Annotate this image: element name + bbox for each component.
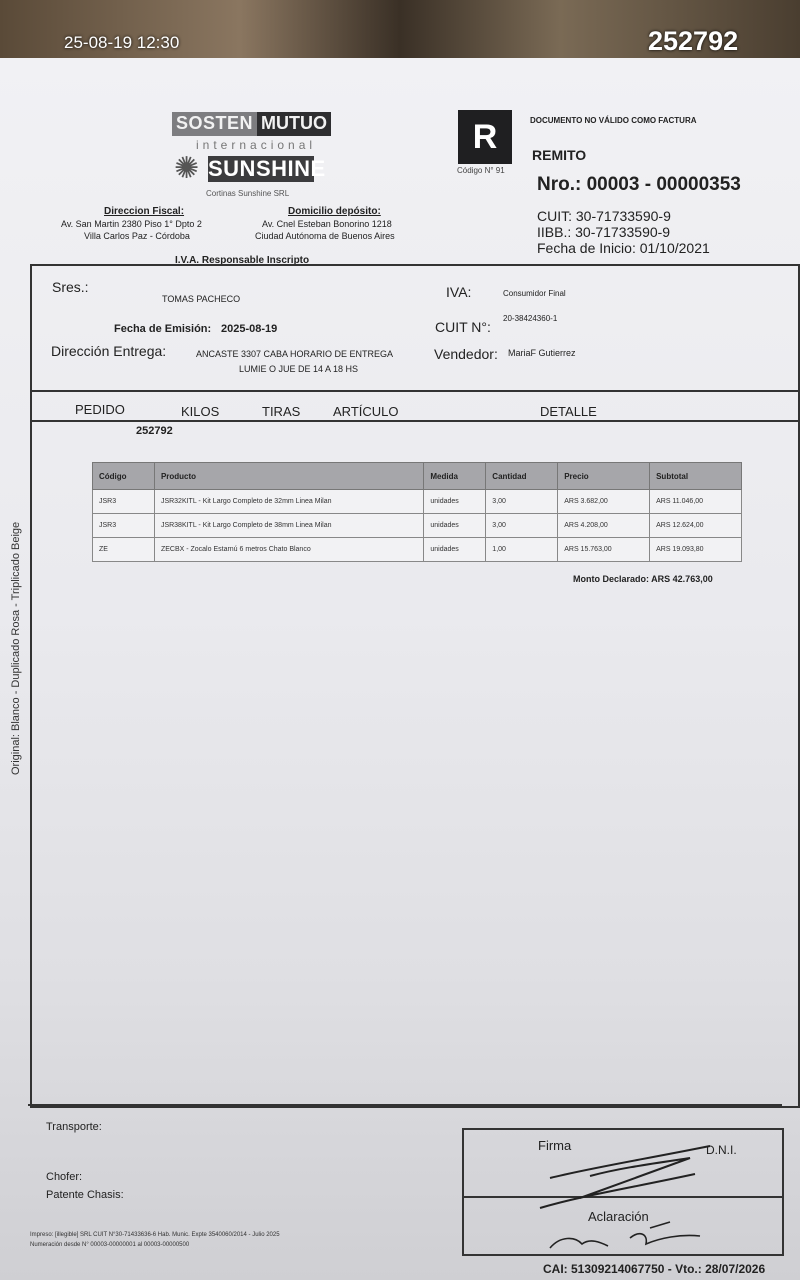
cell-subtotal: ARS 12.624,00 bbox=[650, 514, 742, 538]
cell-producto: JSR38KITL - Kit Largo Completo de 38mm Linea Milan bbox=[154, 514, 423, 538]
cell-medida: unidades bbox=[424, 538, 486, 562]
cell-codigo: JSR3 bbox=[93, 514, 155, 538]
fiscal-line2: Villa Carlos Paz - Córdoba bbox=[84, 231, 190, 241]
not-invoice-notice: DOCUMENTO NO VÁLIDO COMO FACTURA bbox=[530, 116, 697, 125]
cell-precio: ARS 3.682,00 bbox=[558, 490, 650, 514]
emision-label: Fecha de Emisión: bbox=[114, 323, 212, 335]
photo-datetime: 25-08-19 12:30 bbox=[64, 33, 180, 52]
col-kilos: KILOS bbox=[181, 404, 220, 419]
handwritten-signature bbox=[520, 1138, 740, 1258]
th-medida: Medida bbox=[424, 463, 486, 490]
emision-value: 2025-08-19 bbox=[221, 323, 278, 335]
deposit-line2: Ciudad Autónoma de Buenos Aires bbox=[255, 231, 395, 241]
col-detalle: DETALLE bbox=[540, 404, 597, 419]
deposit-title: Domicilio depósito: bbox=[288, 206, 381, 217]
cai-line: CAI: 51309214067750 - Vto.: 28/07/2026 bbox=[543, 1262, 766, 1276]
sres-label: Sres.: bbox=[52, 279, 89, 295]
monto-declarado: Monto Declarado: ARS 42.763,00 bbox=[573, 574, 713, 584]
cuit-label: CUIT N°: bbox=[435, 319, 491, 335]
cell-cantidad: 1,00 bbox=[486, 538, 558, 562]
cell-codigo: ZE bbox=[93, 538, 155, 562]
items-table bbox=[92, 462, 742, 562]
th-codigo: Código bbox=[93, 463, 155, 490]
col-articulo: ARTÍCULO bbox=[333, 404, 399, 419]
side-copy-legend: Original: Blanco - Duplicado Rosa - Triplicado Beige bbox=[10, 521, 22, 775]
company-name: Cortinas Sunshine SRL bbox=[206, 189, 290, 198]
table-row bbox=[93, 490, 742, 514]
client-divider bbox=[30, 390, 798, 392]
codigo-label: Código N° 91 bbox=[457, 166, 505, 175]
cell-medida: unidades bbox=[424, 490, 486, 514]
doc-type: REMITO bbox=[532, 147, 587, 163]
aclaracion-label: Aclaración bbox=[588, 1209, 649, 1224]
firma-label: Firma bbox=[538, 1138, 572, 1153]
columns-divider bbox=[30, 420, 798, 422]
cell-codigo: JSR3 bbox=[93, 490, 155, 514]
deposit-line1: Av. Cnel Esteban Bonorino 1218 bbox=[262, 219, 392, 229]
photo-id: 252792 bbox=[648, 26, 739, 56]
iva-label: IVA: bbox=[446, 284, 472, 300]
client-name: TOMAS PACHECO bbox=[162, 294, 241, 304]
fiscal-line1: Av. San Martin 2380 Piso 1° Dpto 2 bbox=[61, 219, 202, 229]
table-row bbox=[93, 538, 742, 562]
chofer-label: Chofer: bbox=[46, 1171, 83, 1183]
transporte-label: Transporte: bbox=[46, 1121, 102, 1133]
printer-line1: Impreso: [illegible] SRL CUIT N°30-71433636-6 Hab. Munic. Expte 3540060/2014 - Julio 2025 bbox=[30, 1232, 280, 1238]
cuit-value: 20-38424360-1 bbox=[503, 314, 558, 323]
printer-line2: Numeración desde N° 00003-00000001 al 00003-00000500 bbox=[30, 1242, 190, 1248]
col-pedido: PEDIDO bbox=[75, 402, 125, 417]
cell-precio: ARS 4.208,00 bbox=[558, 514, 650, 538]
iva-value: Consumidor Final bbox=[503, 289, 566, 298]
logo-internacional: internacional bbox=[196, 138, 317, 152]
address-line2: LUMIE O JUE DE 14 A 18 HS bbox=[239, 364, 359, 374]
cell-precio: ARS 15.763,00 bbox=[558, 538, 650, 562]
cell-cantidad: 3,00 bbox=[486, 490, 558, 514]
th-subtotal: Subtotal bbox=[650, 463, 742, 490]
doc-number: Nro.: 00003 - 00000353 bbox=[537, 174, 741, 195]
sunshine-logo: SUNSHINE bbox=[208, 156, 326, 181]
address-label: Dirección Entrega: bbox=[51, 343, 167, 359]
header-cuit: CUIT: 30-71733590-9 bbox=[537, 208, 671, 224]
pedido-value: 252792 bbox=[136, 425, 173, 437]
fiscal-title: Direccion Fiscal: bbox=[104, 206, 185, 217]
vendor-label: Vendedor: bbox=[434, 346, 498, 362]
cell-medida: unidades bbox=[424, 514, 486, 538]
col-tiras: TIRAS bbox=[262, 404, 301, 419]
cell-subtotal: ARS 19.093,80 bbox=[650, 538, 742, 562]
sosten-mutuo-logo: SOSTEN MUTUO bbox=[172, 112, 331, 136]
header-iibb: IIBB.: 30-71733590-9 bbox=[537, 224, 671, 240]
sun-icon: ✺ bbox=[174, 152, 200, 185]
vendor-value: MariaF Gutierrez bbox=[508, 348, 576, 358]
th-precio: Precio bbox=[558, 463, 650, 490]
dni-label: D.N.I. bbox=[706, 1143, 737, 1157]
table-header-row bbox=[93, 463, 742, 490]
cell-subtotal: ARS 11.046,00 bbox=[650, 490, 742, 514]
letter-box: R bbox=[458, 110, 512, 164]
cell-producto: JSR32KITL - Kit Largo Completo de 32mm Linea Milan bbox=[154, 490, 423, 514]
th-cantidad: Cantidad bbox=[486, 463, 558, 490]
start-date: Fecha de Inicio: 01/10/2021 bbox=[537, 240, 710, 256]
table-row bbox=[93, 514, 742, 538]
address-line1: ANCASTE 3307 CABA HORARIO DE ENTREGA bbox=[196, 349, 394, 359]
iva-status: I.V.A. Responsable Inscripto bbox=[175, 255, 310, 266]
th-producto: Producto bbox=[154, 463, 423, 490]
cell-producto: ZECBX - Zocalo Estarnú 6 metros Chato Blanco bbox=[154, 538, 423, 562]
cell-cantidad: 3,00 bbox=[486, 514, 558, 538]
patente-label: Patente Chasis: bbox=[46, 1189, 124, 1201]
